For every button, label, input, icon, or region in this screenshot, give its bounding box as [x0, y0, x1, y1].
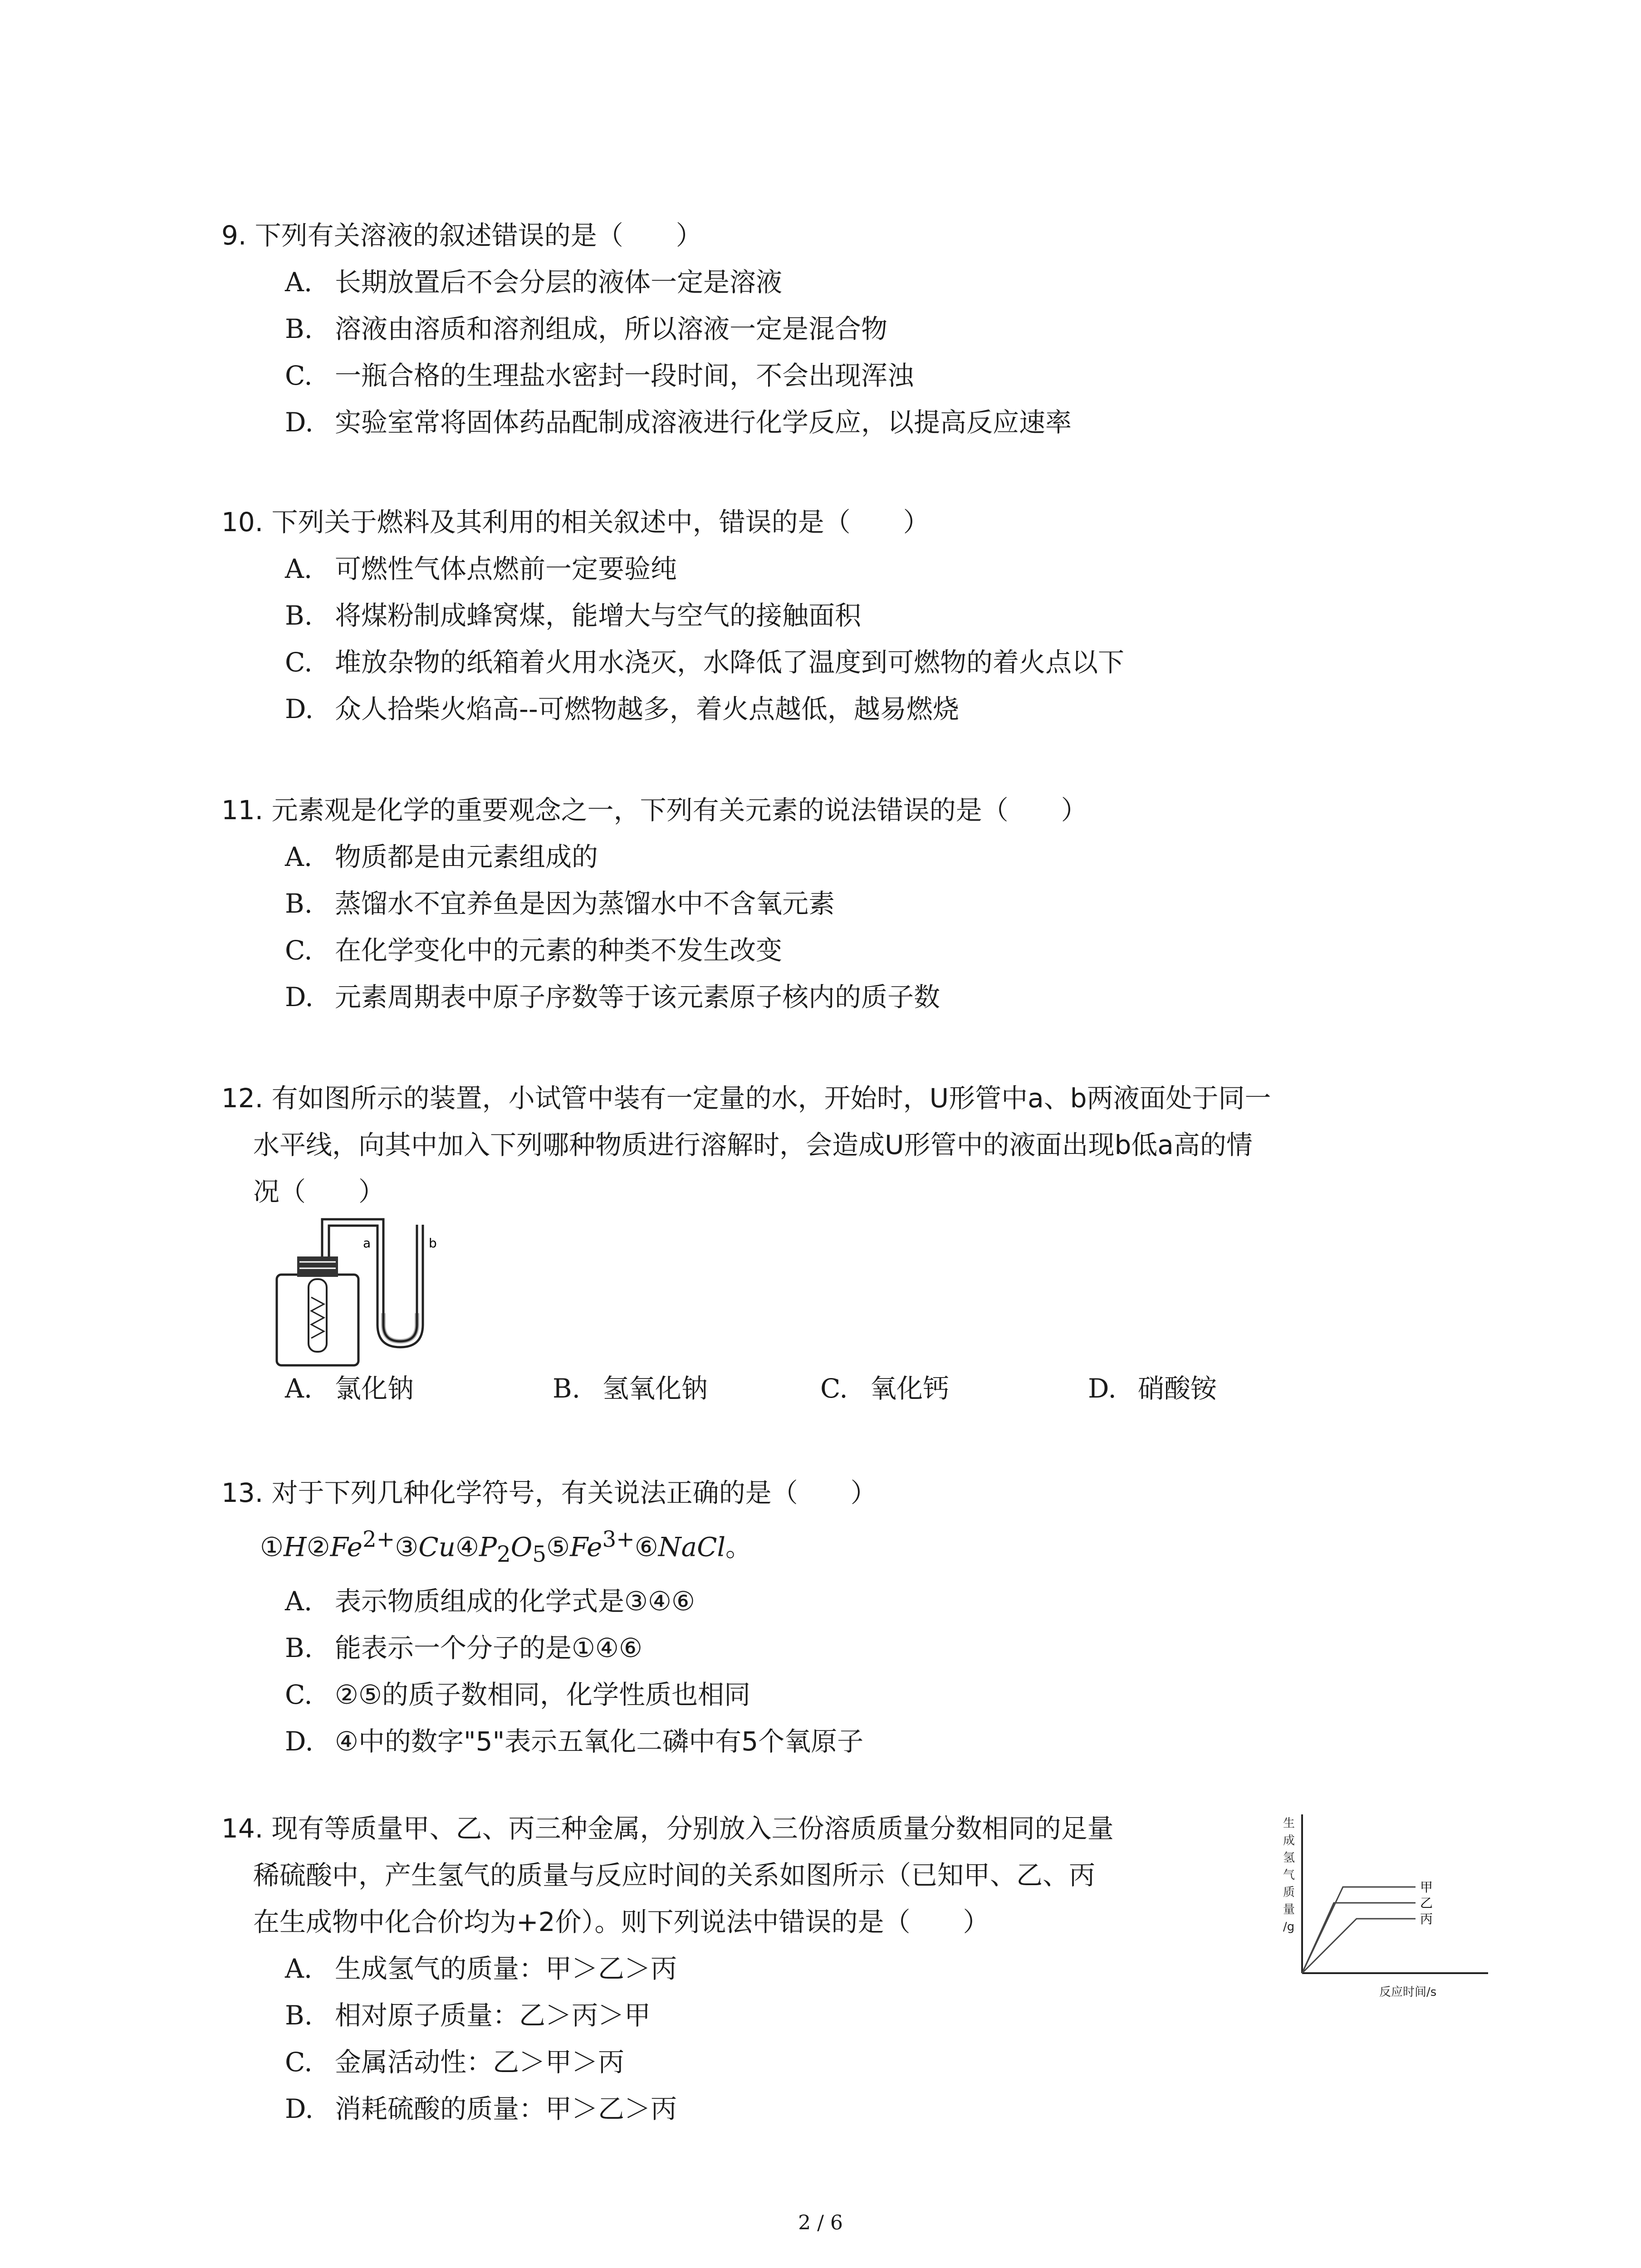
option-a: A. 长期放置后不会分层的液体一定是溶液: [285, 267, 783, 298]
option-c: C. 在化学变化中的元素的种类不发生改变: [285, 935, 783, 966]
question-stem: 13. 对于下列几种化学符号，有关说法正确的是（ ）: [221, 1477, 877, 1508]
option-a: A. 表示物质组成的化学式是③④⑥: [285, 1585, 695, 1617]
ylabel-char: 量: [1283, 1903, 1295, 1916]
question-14: [221, 1805, 1265, 2132]
small-test-tube: [309, 1279, 327, 1352]
question-stem-line: 稀硫酸中，产生氢气的质量与反应时间的关系如图所示（已知甲、乙、丙: [253, 1860, 1096, 1891]
question-stem-line: 14. 现有等质量甲、乙、丙三种金属，分别放入三份溶质质量分数相同的足量: [221, 1813, 1114, 1844]
question-10: [221, 499, 1446, 733]
option-b: B. 相对原子质量：乙＞丙＞甲: [285, 2000, 651, 2031]
option-d: D. 众人拾柴火焰高--可燃物越多，着火点越低，越易燃烧: [285, 694, 959, 724]
question-stem-line: 水平线，向其中加入下列哪种物质进行溶解时，会造成U形管中的液面出现b低a高的情: [253, 1129, 1253, 1160]
option-c: C. 一瓶合格的生理盐水密封一段时间，不会出现浑浊: [285, 360, 914, 391]
series-label-jia: 甲: [1420, 1880, 1433, 1895]
question-stem-line: 在生成物中化合价均为+2价）。则下列说法中错误的是（ ）: [253, 1906, 989, 1937]
series-label-yi: 乙: [1420, 1896, 1433, 1911]
question-11: [221, 787, 1446, 1021]
option-d: D. 元素周期表中原子序数等于该元素原子核内的质子数: [285, 982, 941, 1012]
option-b: B. 溶液由溶质和溶剂组成，所以溶液一定是混合物: [285, 313, 888, 344]
ylabel-char: 质: [1283, 1886, 1295, 1899]
flask-stopper: [297, 1256, 338, 1277]
chemical-symbols: $①H②Fe^{2+}③Cu④P_2O_5⑤Fe^{3+}⑥NaCl$。: [260, 1527, 752, 1567]
option-a: A. 生成氢气的质量：甲＞乙＞丙: [285, 1953, 677, 1984]
option-b: B. 氢氧化钠: [553, 1373, 708, 1404]
question-stem-line: 况（ ）: [253, 1176, 385, 1207]
ylabel-char: 氢: [1283, 1851, 1295, 1865]
option-c: C. 堆放杂物的纸箱着火用水浇灭，水降低了温度到可燃物的着火点以下: [285, 647, 1125, 678]
ylabel-char: 生: [1283, 1817, 1295, 1830]
question-stem: 10. 下列关于燃料及其利用的相关叙述中，错误的是（ ）: [221, 507, 930, 538]
label-b: b: [429, 1236, 437, 1251]
option-b: B. 将煤粉制成蜂窝煤，能增大与空气的接触面积: [285, 600, 862, 631]
question-stem: 11. 元素观是化学的重要观念之一，下列有关元素的说法错误的是（ ）: [221, 795, 1087, 826]
question-13: [221, 1470, 1446, 1765]
ylabel-char: 气: [1283, 1868, 1295, 1882]
ylabel-char: 成: [1283, 1834, 1295, 1848]
option-b: B. 能表示一个分子的是①④⑥: [285, 1632, 642, 1663]
option-c: C. ②⑤的质子数相同，化学性质也相同: [285, 1679, 750, 1710]
question-12: [221, 1075, 1446, 1215]
page-number: 2 / 6: [798, 2211, 843, 2234]
question-stem-line: 12. 有如图所示的装置，小试管中装有一定量的水，开始时，U形管中a、b两液面处于同一: [221, 1083, 1271, 1114]
option-a: A. 物质都是由元素组成的: [285, 841, 598, 872]
question-stem: 9. 下列有关溶液的叙述错误的是（ ）: [221, 220, 702, 251]
series-label-bing: 丙: [1420, 1911, 1433, 1926]
series-line-jia: [1302, 1887, 1416, 1973]
option-d: D. ④中的数字"5"表示五氧化二磷中有5个氧原子: [285, 1725, 864, 1757]
option-c: C. 氧化钙: [820, 1373, 950, 1404]
option-d: D. 实验室常将固体药品配制成溶液进行化学反应，以提高反应速率: [285, 407, 1072, 438]
hydrogen-mass-chart: [1279, 1810, 1493, 2005]
label-a: a: [363, 1236, 371, 1251]
option-b: B. 蒸馏水不宜养鱼是因为蒸馏水中不含氧元素: [285, 888, 835, 919]
option-c: C. 金属活动性：乙＞甲＞丙: [285, 2047, 625, 2077]
series-line-bing: [1302, 1919, 1416, 1973]
option-a: A. 氯化钠: [285, 1373, 414, 1404]
option-a: A. 可燃性气体点燃前一定要验纯: [285, 553, 677, 584]
option-d: D. 消耗硫酸的质量：甲＞乙＞丙: [285, 2093, 677, 2124]
question-9: [221, 212, 1446, 446]
u-tube-apparatus-figure: [272, 1211, 472, 1370]
xlabel: 反应时间/s: [1379, 1985, 1437, 1999]
u-tube-liquid: [383, 1313, 417, 1341]
ylabel-unit: /g: [1283, 1920, 1295, 1934]
question-12-options: [221, 1365, 1446, 1412]
option-d: D. 硝酸铵: [1088, 1373, 1217, 1404]
